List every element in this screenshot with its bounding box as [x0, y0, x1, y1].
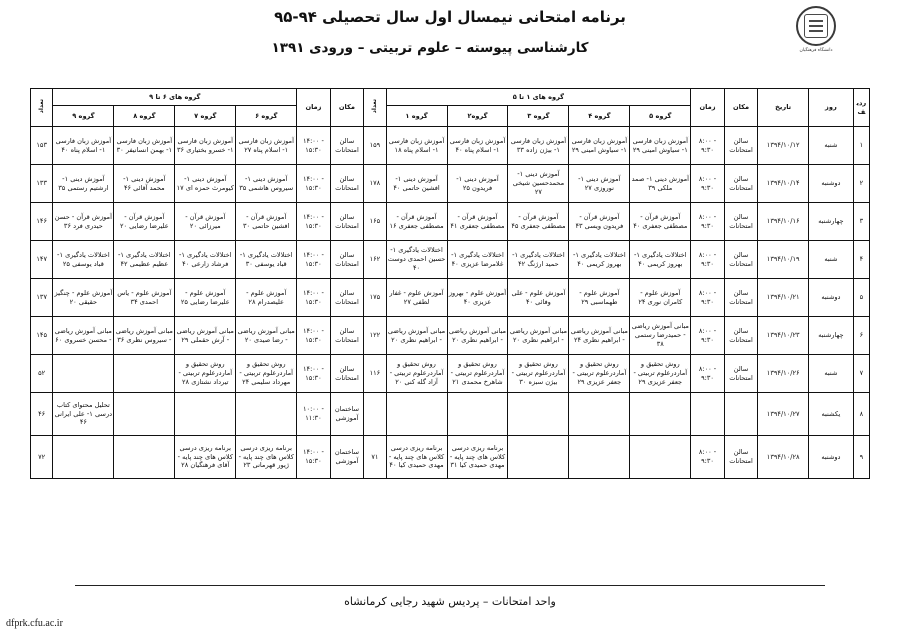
cell-place-right: سالن امتحانات [330, 317, 364, 355]
header-group-6: گروه ۶ [236, 106, 297, 127]
cell-count-right: ۱۵۳ [31, 127, 53, 165]
cell-count-right: ۴۶ [31, 393, 53, 436]
cell-group-2 [447, 393, 508, 436]
cell-time-left: ۸:۰۰ - ۹:۳۰ [691, 165, 725, 203]
cell-time-left: ۸:۰۰ - ۹:۳۰ [691, 355, 725, 393]
cell-row-no: ۴ [853, 241, 869, 279]
band-groups-1-5: گروه های ۱ تا ۵ [386, 89, 691, 106]
cell-group-8: مبانی آموزش ریاضی - سیروس نظری ۳۶ [114, 317, 175, 355]
cell-group-9: تحلیل محتوای کتاب درسی ۱- علی ایرانی ۴۶ [53, 393, 114, 436]
cell-place-right: سالن امتحانات [330, 241, 364, 279]
cell-group-8: آموزش زبان فارسی ۱- بهمن انسانیفر ۳۰ [114, 127, 175, 165]
cell-row-no: ۸ [853, 393, 869, 436]
cell-count-left: ۷۱ [364, 436, 386, 479]
cell-time-left: ۸:۰۰ - ۹:۳۰ [691, 317, 725, 355]
cell-group-3 [508, 393, 569, 436]
exam-schedule-table [30, 88, 870, 479]
header-time-right: زمان [297, 89, 331, 127]
footer-url: dfprk.cfu.ac.ir [6, 618, 63, 629]
cell-time-right: ۱۴:۰۰ - ۱۵:۳۰ [297, 241, 331, 279]
cell-time-right: ۱۴:۰۰ - ۱۵:۳۰ [297, 127, 331, 165]
cell-group-5: آموزش زبان فارسی ۱- سیاوش امینی ۲۹ [630, 127, 691, 165]
cell-group-7: برنامه ریزی درسی کلاس های چند پایه - آقای فرهنگیان ۲۸ [175, 436, 236, 479]
cell-day: شنبه [809, 127, 854, 165]
cell-group-7: روش تحقیق و آماردرعلوم تربیتی - تیرداد نشتازی ۲۸ [175, 355, 236, 393]
cell-row-no: ۵ [853, 279, 869, 317]
cell-group-9: اختلالات یادگیری ۱- قباد یوسفی ۲۵ [53, 241, 114, 279]
cell-group-2: آموزش قرآن - مصطفی جعفری ۴۱ [447, 203, 508, 241]
cell-group-2: آموزش دینی ۱- فریدون ۲۵ [447, 165, 508, 203]
cell-day: دوشنبه [809, 279, 854, 317]
cell-group-4: آموزش زبان فارسی ۱- سیاوش امینی ۲۹ [569, 127, 630, 165]
cell-group-3: اختلالات یادگیری ۱- حمید ارژنگ ۴۲ [508, 241, 569, 279]
cell-group-3: آموزش قرآن - مصطفی جعفری ۴۵ [508, 203, 569, 241]
cell-group-8: آموزش دینی ۱- محمد آقائی ۴۶ [114, 165, 175, 203]
cell-group-1: آموزش علوم - غفار لطفی ۲۷ [386, 279, 447, 317]
cell-group-3: آموزش زبان فارسی ۱- بیژن زاده ۳۳ [508, 127, 569, 165]
cell-group-2: مبانی آموزش ریاضی - ابراهیم نظری ۲۰ [447, 317, 508, 355]
cell-row-no: ۱ [853, 127, 869, 165]
cell-time-right: ۱۴:۰۰ - ۱۵:۳۰ [297, 279, 331, 317]
cell-group-6: آموزش دینی ۱- سیروس هاشمی ۳۵ [236, 165, 297, 203]
cell-group-9 [53, 355, 114, 393]
cell-group-4: آموزش علوم - طهماسبی ۲۹ [569, 279, 630, 317]
cell-count-left: ۱۶۵ [364, 203, 386, 241]
cell-date: ۱۳۹۴/۱۰/۱۲ [758, 127, 809, 165]
cell-group-1: آموزش دینی ۱- افشین حاتمی ۴۰ [386, 165, 447, 203]
cell-time-right: ۱۴:۰۰ - ۱۵:۳۰ [297, 436, 331, 479]
cell-time-left: ۸:۰۰ - ۹:۳۰ [691, 241, 725, 279]
cell-group-5: روش تحقیق و آماردرعلوم تربیتی - جعفر عزیزی ۲۹ [630, 355, 691, 393]
cell-place-left: سالن امتحانات [724, 127, 758, 165]
cell-group-7: آموزش زبان فارسی ۱- خسرو بختیاری ۳۶ [175, 127, 236, 165]
cell-time-right: ۱۴:۰۰ - ۱۵:۳۰ [297, 355, 331, 393]
cell-group-1: روش تحقیق و آماردرعلوم تربیتی - آزاد گله کنی ۲۰ [386, 355, 447, 393]
cell-group-6 [236, 393, 297, 436]
cell-count-left [364, 393, 386, 436]
table-row [31, 203, 870, 241]
cell-group-3 [508, 436, 569, 479]
cell-group-3: مبانی آموزش ریاضی - ابراهیم نظری ۲۰ [508, 317, 569, 355]
cell-group-2: آموزش زبان فارسی ۱- اسلام پناه ۴۰ [447, 127, 508, 165]
cell-place-left: سالن امتحانات [724, 436, 758, 479]
cell-row-no: ۹ [853, 436, 869, 479]
logo-caption: دانشگاه فرهنگیان [799, 48, 833, 53]
header-group-4: گروه ۴ [569, 106, 630, 127]
header-row-no: ردیف [853, 89, 869, 127]
cell-day: شنبه [809, 241, 854, 279]
cell-day: چهارشنبه [809, 317, 854, 355]
cell-group-9: آموزش علوم - چنگیز حقیقی ۲۰ [53, 279, 114, 317]
cell-group-9: آموزش دینی ۱- ارشتیم رستمی ۳۵ [53, 165, 114, 203]
cell-place-left: سالن امتحانات [724, 317, 758, 355]
cell-date: ۱۳۹۴/۱۰/۲۳ [758, 317, 809, 355]
table-row [31, 165, 870, 203]
cell-group-4: اختلالات یادگیری ۱- بهروز کریمی ۴۰ [569, 241, 630, 279]
cell-group-2: آموزش علوم - بهروز عزیزی ۴۰ [447, 279, 508, 317]
cell-day: دوشنبه [809, 436, 854, 479]
cell-count-right: ۱۳۷ [31, 279, 53, 317]
cell-place-left: سالن امتحانات [724, 279, 758, 317]
cell-time-left: ۸:۰۰ - ۹:۳۰ [691, 279, 725, 317]
table-row [31, 279, 870, 317]
cell-group-7: اختلالات یادگیری ۱- فرشاد زارعی ۴۰ [175, 241, 236, 279]
cell-group-1: مبانی آموزش ریاضی - ابراهیم نظری ۲۰ [386, 317, 447, 355]
cell-group-7: آموزش دینی ۱- کیومرث حمزه ای ۱۷ [175, 165, 236, 203]
cell-group-9: آموزش قرآن - حسن حیدری فرد ۳۶ [53, 203, 114, 241]
cell-place-right: سالن امتحانات [330, 355, 364, 393]
cell-place-right: سالن امتحانات [330, 165, 364, 203]
table-row [31, 127, 870, 165]
cell-count-left: ۱۲۲ [364, 317, 386, 355]
cell-group-8: آموزش قرآن - علیرضا رضایی ۲۰ [114, 203, 175, 241]
cell-date: ۱۳۹۴/۱۰/۲۷ [758, 393, 809, 436]
cell-group-8 [114, 355, 175, 393]
cell-group-2: اختلالات یادگیری ۱- غلامرضا عزیزی ۴۰ [447, 241, 508, 279]
cell-group-9: آموزش زبان فارسی ۱- اسلام پناه ۴۰ [53, 127, 114, 165]
cell-place-right: ساختمان آموزشی [330, 393, 364, 436]
cell-group-8 [114, 436, 175, 479]
cell-group-3: آموزش علوم - علی وفائی ۴۰ [508, 279, 569, 317]
cell-group-6: آموزش زبان فارسی ۱- اسلام پناه ۲۷ [236, 127, 297, 165]
cell-group-4 [569, 393, 630, 436]
cell-place-right: ساختمان آموزشی [330, 436, 364, 479]
cell-group-5: آموزش دینی ۱- صمد ملکی ۳۹ [630, 165, 691, 203]
cell-count-left: ۱۶۲ [364, 241, 386, 279]
cell-group-8: آموزش علوم - یاس احمدی ۳۴ [114, 279, 175, 317]
header-place-right: مکان [330, 89, 364, 127]
cell-count-left: ۱۷۸ [364, 165, 386, 203]
cell-row-no: ۲ [853, 165, 869, 203]
table-band-header-row [31, 89, 870, 106]
table-row [31, 241, 870, 279]
cell-place-left: سالن امتحانات [724, 203, 758, 241]
cell-group-4: روش تحقیق و آماردرعلوم تربیتی - جعفر عزیزی ۲۹ [569, 355, 630, 393]
header-place-left: مکان [724, 89, 758, 127]
cell-row-no: ۷ [853, 355, 869, 393]
cell-date: ۱۳۹۴/۱۰/۲۶ [758, 355, 809, 393]
header-group-7: گروه ۷ [175, 106, 236, 127]
cell-group-2: روش تحقیق و آماردرعلوم تربیتی - شاهرخ محمدی ۲۱ [447, 355, 508, 393]
cell-group-5 [630, 436, 691, 479]
cell-group-8: اختلالات یادگیری ۱- عظیم عظیمی ۴۲ [114, 241, 175, 279]
cell-time-left: ۸:۰۰ - ۹:۳۰ [691, 127, 725, 165]
cell-date: ۱۳۹۴/۱۰/۱۴ [758, 165, 809, 203]
cell-count-right: ۱۴۷ [31, 241, 53, 279]
cell-time-left: ۸:۰۰ - ۹:۳۰ [691, 203, 725, 241]
cell-group-4 [569, 436, 630, 479]
cell-group-5: مبانی آموزش ریاضی - حمیدرضا رستمی ۳۸ [630, 317, 691, 355]
cell-group-9 [53, 436, 114, 479]
cell-group-5: آموزش قرآن - مصطفی جعفری ۴۰ [630, 203, 691, 241]
cell-group-5: آموزش علوم - کامران نوری ۲۴ [630, 279, 691, 317]
cell-place-left: سالن امتحانات [724, 355, 758, 393]
cell-group-7: آموزش قرآن - میرزائی ۲۰ [175, 203, 236, 241]
table-row [31, 317, 870, 355]
cell-group-8 [114, 393, 175, 436]
cell-group-1: آموزش زبان فارسی ۱- اسلام پناه ۱۸ [386, 127, 447, 165]
header-count-right: تعداد [31, 89, 53, 127]
cell-time-right: ۱۴:۰۰ - ۱۵:۳۰ [297, 203, 331, 241]
cell-group-6: مبانی آموزش ریاضی - رضا صیدی ۲۰ [236, 317, 297, 355]
cell-count-left: ۱۵۹ [364, 127, 386, 165]
cell-group-5 [630, 393, 691, 436]
cell-group-2: برنامه ریزی درسی کلاس های چند پایه - مهدی حمیدی کیا ۳۱ [447, 436, 508, 479]
cell-group-3: آموزش دینی ۱- محمدحسین شیخی ۲۷ [508, 165, 569, 203]
cell-date: ۱۳۹۴/۱۰/۲۱ [758, 279, 809, 317]
cell-group-6: برنامه ریزی درسی کلاس های چند پایه - ژیور قهرمانی ۲۳ [236, 436, 297, 479]
document-footer [0, 585, 900, 631]
cell-group-1: اختلالات یادگیری ۱- حسین احمدی دوست ۴۰ [386, 241, 447, 279]
header-group-2: گروه۲ [447, 106, 508, 127]
cell-time-left: ۸:۰۰ - ۹:۳۰ [691, 436, 725, 479]
cell-group-6: روش تحقیق و آماردرعلوم تربیتی - مهرداد سلیمی ۲۴ [236, 355, 297, 393]
cell-count-right: ۱۳۳ [31, 165, 53, 203]
cell-group-6: آموزش قرآن - افشین حاتمی ۳۰ [236, 203, 297, 241]
cell-group-3: روش تحقیق و آماردرعلوم تربیتی - بیژن سبزه ۳۰ [508, 355, 569, 393]
cell-group-7 [175, 393, 236, 436]
cell-date: ۱۳۹۴/۱۰/۱۶ [758, 203, 809, 241]
table-row [31, 436, 870, 479]
page-subtitle: کارشناسی پیوسته – علوم تربیتی – ورودی ۱۳۹۱ [271, 40, 589, 56]
cell-day: یکشنبه [809, 393, 854, 436]
cell-place-right: سالن امتحانات [330, 127, 364, 165]
header-group-9: گروه ۹ [53, 106, 114, 127]
cell-group-1: برنامه ریزی درسی کلاس های چند پایه - مهدی حمیدی کیا ۴۰ [386, 436, 447, 479]
cell-time-right: ۱۴:۰۰ - ۱۵:۳۰ [297, 165, 331, 203]
cell-place-left: سالن امتحانات [724, 165, 758, 203]
cell-time-right: ۱۰:۰۰ - ۱۱:۳۰ [297, 393, 331, 436]
cell-group-7: مبانی آموزش ریاضی - آرش حقملی ۲۹ [175, 317, 236, 355]
table-row [31, 355, 870, 393]
cell-count-left: ۱۱۶ [364, 355, 386, 393]
footer-divider [75, 585, 825, 586]
cell-row-no: ۶ [853, 317, 869, 355]
cell-group-1: آموزش قرآن - مصطفی جعفری ۱۶ [386, 203, 447, 241]
cell-group-6: آموزش علوم - علیصدرام ۲۸ [236, 279, 297, 317]
cell-date: ۱۳۹۴/۱۰/۲۸ [758, 436, 809, 479]
header-group-1: گروه ۱ [386, 106, 447, 127]
cell-place-left: سالن امتحانات [724, 241, 758, 279]
cell-group-7: آموزش علوم - علیرضا رضایی ۲۵ [175, 279, 236, 317]
header-group-5: گروه ۵ [630, 106, 691, 127]
cell-group-9: مبانی آموزش ریاضی - محسن خسروی ۶۰ [53, 317, 114, 355]
cell-place-right: سالن امتحانات [330, 203, 364, 241]
page-title: برنامه امتحانی نیمسال اول سال تحصیلی ۹۴-۹۵ [274, 8, 626, 26]
header-day: روز [809, 89, 854, 127]
cell-count-right: ۱۴۶ [31, 203, 53, 241]
cell-group-5: اختلالات یادگیری ۱- بهروز کریمی ۴۰ [630, 241, 691, 279]
cell-date: ۱۳۹۴/۱۰/۱۹ [758, 241, 809, 279]
cell-day: شنبه [809, 355, 854, 393]
cell-place-right: سالن امتحانات [330, 279, 364, 317]
cell-time-right: ۱۴:۰۰ - ۱۵:۳۰ [297, 317, 331, 355]
band-groups-6-9: گروه های ۶ تا ۹ [53, 89, 297, 106]
header-time-left: زمان [691, 89, 725, 127]
table-row [31, 393, 870, 436]
cell-count-right: ۷۲ [31, 436, 53, 479]
cell-group-4: مبانی آموزش ریاضی - ابراهیم نظری ۲۴ [569, 317, 630, 355]
cell-day: دوشنبه [809, 165, 854, 203]
cell-place-left [724, 393, 758, 436]
cell-time-left [691, 393, 725, 436]
header-date: تاریخ [758, 89, 809, 127]
cell-group-1 [386, 393, 447, 436]
title-block [0, 8, 900, 56]
document-header [0, 0, 900, 72]
cell-row-no: ۳ [853, 203, 869, 241]
cell-count-right: ۵۲ [31, 355, 53, 393]
cell-group-4: آموزش دینی ۱- نوروزی ۲۷ [569, 165, 630, 203]
header-count-left: تعداد [364, 89, 386, 127]
cell-day: چهارشنبه [809, 203, 854, 241]
footer-text: واحد امتحانات – پردیس شهید رجایی کرمانشاه [344, 595, 556, 608]
cell-group-4: آموزش قرآن - فریدون ویسی ۴۳ [569, 203, 630, 241]
schedule-table-wrapper [20, 88, 880, 479]
header-group-3: گروه ۳ [508, 106, 569, 127]
cell-group-6: اختلالات یادگیری ۱- قباد یوسفی ۳۰ [236, 241, 297, 279]
header-group-8: گروه ۸ [114, 106, 175, 127]
cell-count-right: ۱۴۵ [31, 317, 53, 355]
cell-count-left: ۱۷۵ [364, 279, 386, 317]
